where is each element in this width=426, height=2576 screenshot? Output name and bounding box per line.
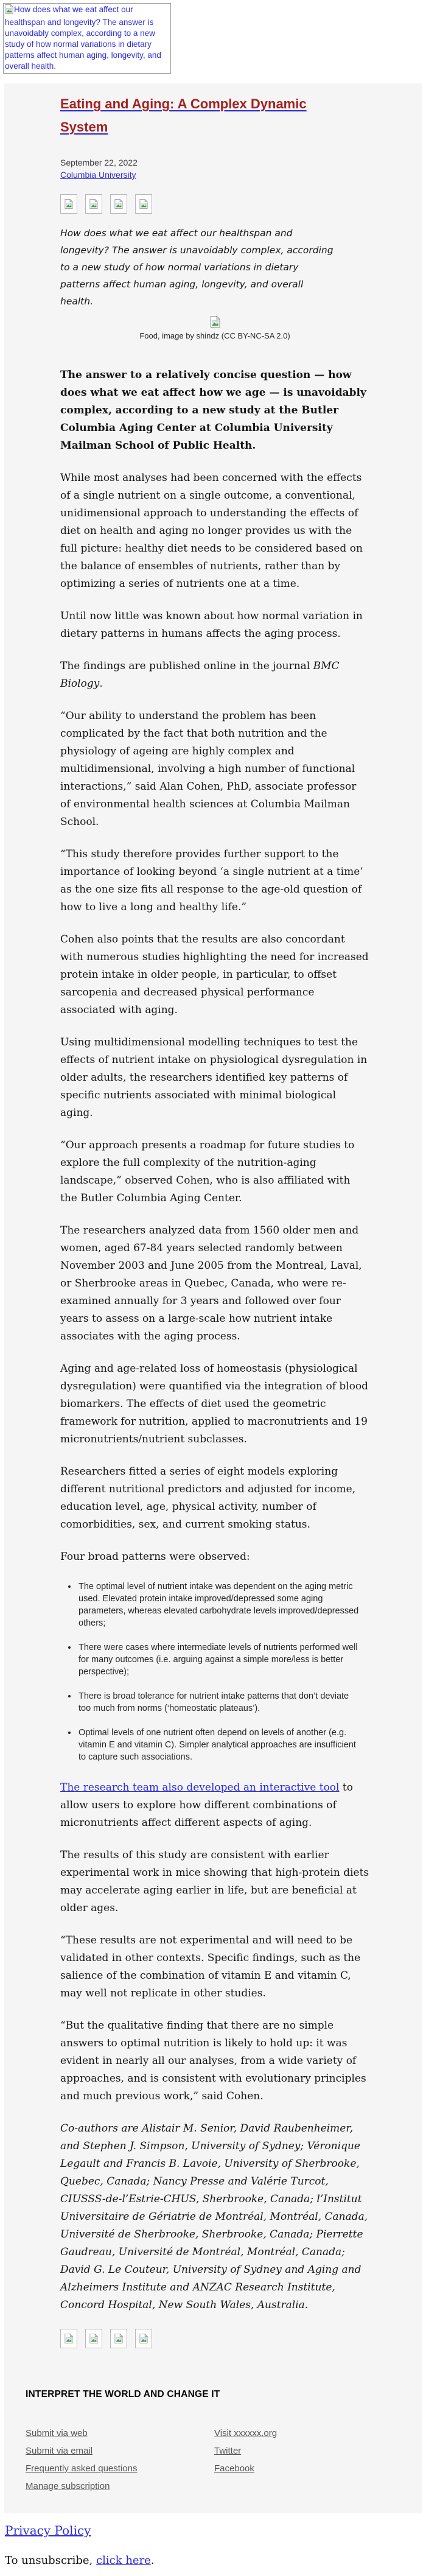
- paragraph: “But the qualitative finding that there are no simple answers to optimal nutrition is likely to hold up: it was evident in nearly all our analyses, from a wide variety of approaches, and is consistent with evolutionary principles and much previous work,” said Cohen.: [60, 2020, 366, 2102]
- article-body: [60, 367, 369, 2314]
- interactive-tool-link[interactable]: The research team also developed an interactive tool: [60, 1781, 340, 1794]
- findings-period: .: [99, 678, 103, 690]
- paragraph: Using multidimensional modelling techniques to test the effects of nutrient intake on physiological dysregulation in older adults, the researchers identified key patterns of specific nutrients associated with minimal biological aging.: [60, 1036, 368, 1119]
- broken-image-icon: [210, 316, 220, 331]
- broken-image-icon[interactable]: [135, 194, 152, 214]
- unsubscribe-period: .: [150, 2554, 155, 2567]
- footer-link-facebook[interactable]: Facebook: [214, 2463, 254, 2474]
- top-image-alt-box[interactable]: [3, 3, 171, 74]
- unsubscribe-link[interactable]: click here: [96, 2554, 151, 2567]
- list-item: • There were cases where intermediate levels of nutrients performed well for many outcomes (i.e. arguing against a simple more/less is better perspective);: [77, 1641, 363, 1678]
- broken-image-icon[interactable]: [110, 2329, 127, 2348]
- privacy-policy-link[interactable]: Privacy Policy: [5, 2523, 91, 2538]
- broken-image-icon: [5, 4, 13, 17]
- paragraph: While most analyses had been concerned with the effects of a single nutrient on a single outcome, a conventional, unidimensional approach to understanding the effects of diet on health and aging no longer provides us with the full picture: healthy diet needs to be considered based on the balance of ensembles of nutrients, rather than by optimizing a series of nutrients one at a time.: [60, 472, 363, 590]
- list-item: • The optimal level of nutrient intake was dependent on the aging metric used. Elevated protein intake improved/depressed some aging parameters, whereas elevated carbohydrate levels improved/depressed others;: [77, 1581, 363, 1629]
- article-container: [4, 83, 422, 2513]
- legal-section: [5, 2523, 426, 2576]
- article-date: September 22, 2022: [60, 158, 138, 167]
- article-title-link[interactable]: Eating and Aging: A Complex Dynamic System: [60, 96, 307, 135]
- footer-link-submit-web[interactable]: Submit via web: [26, 2428, 88, 2438]
- source-link[interactable]: Columbia University: [60, 170, 136, 180]
- paragraph: The researchers analyzed data from 1560 older men and women, aged 67-84 years selected randomly between November 2003 and June 2005 from the Montreal, Laval, or Sherbrooke areas in Quebec, Canada, who were re-examined annually for 3 years and followed over four years to assess on a large-scale how nutrient intake associates with the aging process.: [60, 1224, 362, 1342]
- footer-link-submit-email[interactable]: Submit via email: [26, 2446, 93, 2456]
- footer: [4, 2348, 422, 2513]
- paragraph-lead: The answer to a relatively concise question — how does what we eat affect how we age — is unavoidably complex, according to a new study at the Butler Columbia Aging Center at Columbia University Mailman School of Public Health.: [60, 369, 366, 452]
- paragraph: “Our approach presents a roadmap for future studies to explore the full complexity of the nutrition-aging landscape,” observed Cohen, who is also affiliated with the Butler Columbia Aging Center.: [60, 1139, 355, 1204]
- footer-link-twitter[interactable]: Twitter: [214, 2446, 242, 2456]
- paragraph: The results of this study are consistent with earlier experimental work in mice showing that high-protein diets may accelerate aging earlier in life, but are beneficial at older ages.: [60, 1849, 369, 1914]
- paragraph-findings: [60, 658, 369, 693]
- paragraph: Until now little was known about how normal variation in dietary patterns in humans affects the aging process.: [60, 610, 363, 640]
- top-image-alt-text: How does what we eat affect our healthspan and longevity? The answer is unavoidably complex, according to a new study of how normal variations in dietary patterns affect human aging, longevity, and overall health.: [5, 5, 161, 71]
- patterns-list: [77, 1581, 363, 1763]
- figure-caption: Food, image by shindz (CC BY-NC-SA 2.0): [139, 331, 290, 340]
- unsubscribe-line: [5, 2554, 426, 2567]
- footer-links: [26, 2424, 422, 2495]
- list-item: • Optimal levels of one nutrient often depend on levels of another (e.g. vitamin E and vitamin C). Simpler analytical approaches are insufficient to capture such associations.: [77, 1727, 363, 1763]
- article-title: [60, 91, 323, 137]
- broken-image-icon[interactable]: [85, 2329, 102, 2348]
- broken-image-icon[interactable]: [60, 194, 77, 214]
- broken-image-icon[interactable]: [60, 2329, 77, 2348]
- unsubscribe-text: To unsubscribe,: [5, 2554, 97, 2567]
- broken-image-icon[interactable]: [85, 194, 102, 214]
- broken-image-icon[interactable]: [135, 2329, 152, 2348]
- paragraph: Aging and age-related loss of homeostasis (physiological dysregulation) were quantified via the integration of blood biomarkers. The effects of diet used the geometric framework for nutrition, applied to macronutrients and 19 micronutrients/nutrient subclasses.: [60, 1363, 369, 1445]
- footer-links-right: [214, 2424, 277, 2495]
- paragraph-coauthors: Co-authors are Alistair M. Senior, David Raubenheimer, and Stephen J. Simpson, University of Sydney; Véronique Legault and Francis B. Lavoie, University of Sherbrooke, Quebec, Canada; Nancy Presse and Valérie Turcot, CIUSSS-de-l’Estrie-CHUS, Sherbrooke, Canada; l’Institut Universitaire de Gériatrie de Montréal, Montréal, Canada, Université de Sherbrooke, Sherbrooke, Canada; Pierrette Gaudreau, Université de Montréal, Montréal, Canada; David G. Le Couteur, University of Sydney and Aging and Alzheimers Institute and ANZAC Research Institute, Concord Hospital, New South Wales, Australia.: [60, 2122, 368, 2311]
- paragraph: “These results are not experimental and will need to be validated in other contexts. Specific findings, such as the salience of the combination of vitamin E and vitamin C, may well not replicate in other studies.: [60, 1934, 361, 1999]
- article-lede: How does what we eat affect our healthspan and longevity? The answer is unavoidably complex, according to a new study of how normal variations in dietary patterns affect human aging, longevity, and overall health.: [60, 228, 333, 307]
- broken-image-icon[interactable]: [110, 194, 127, 214]
- paragraph-tool: [60, 1779, 369, 1832]
- article: [4, 91, 422, 2348]
- findings-text: The findings are published online in the journal: [60, 660, 313, 672]
- journal-name: BMC Biology: [60, 660, 340, 690]
- footer-link-manage-subscription[interactable]: Manage subscription: [26, 2481, 110, 2491]
- list-item: • There is broad tolerance for nutrient intake patterns that don’t deviate too much from norms (‘homeostatic plateaus’).: [77, 1690, 363, 1714]
- share-row-top: [60, 194, 369, 214]
- paragraph: “Our ability to understand the problem has been complicated by the fact that both nutrition and the physiology of ageing are highly complex and multidimensional, involving a high number of functional interactions,” said Alan Cohen, PhD, associate professor of environmental health sciences at Columbia Mailman School.: [60, 710, 357, 828]
- share-row-bottom: [60, 2329, 369, 2348]
- footer-link-visit-site[interactable]: Visit xxxxxx.org: [214, 2428, 278, 2438]
- paragraph-patterns-intro: Four broad patterns were observed:: [60, 1551, 250, 1563]
- article-figure: [60, 316, 369, 341]
- tool-text: to allow users to explore how different combinations of micronutrients affect different aspects of aging.: [60, 1781, 353, 1829]
- paragraph: Researchers fitted a series of eight models exploring different nutritional predictors and adjusted for income, education level, age, physical activity, number of comorbidities, sex, and current smoking status.: [60, 1465, 356, 1531]
- footer-heading: INTERPRET THE WORLD AND CHANGE IT: [26, 2389, 220, 2399]
- paragraph: “This study therefore provides further support to the importance of looking beyond ‘a single nutrient at a time’ as the one size fits all response to the age-old question of how to live a long and healthy life.”: [60, 848, 363, 913]
- footer-links-left: [26, 2424, 214, 2495]
- footer-link-faq[interactable]: Frequently asked questions: [26, 2463, 138, 2474]
- paragraph: Cohen also points that the results are also concordant with numerous studies highlighting the need for increased protein intake in older people, in particular, to offset sarcopenia and decreased physical performance associated with aging.: [60, 933, 369, 1016]
